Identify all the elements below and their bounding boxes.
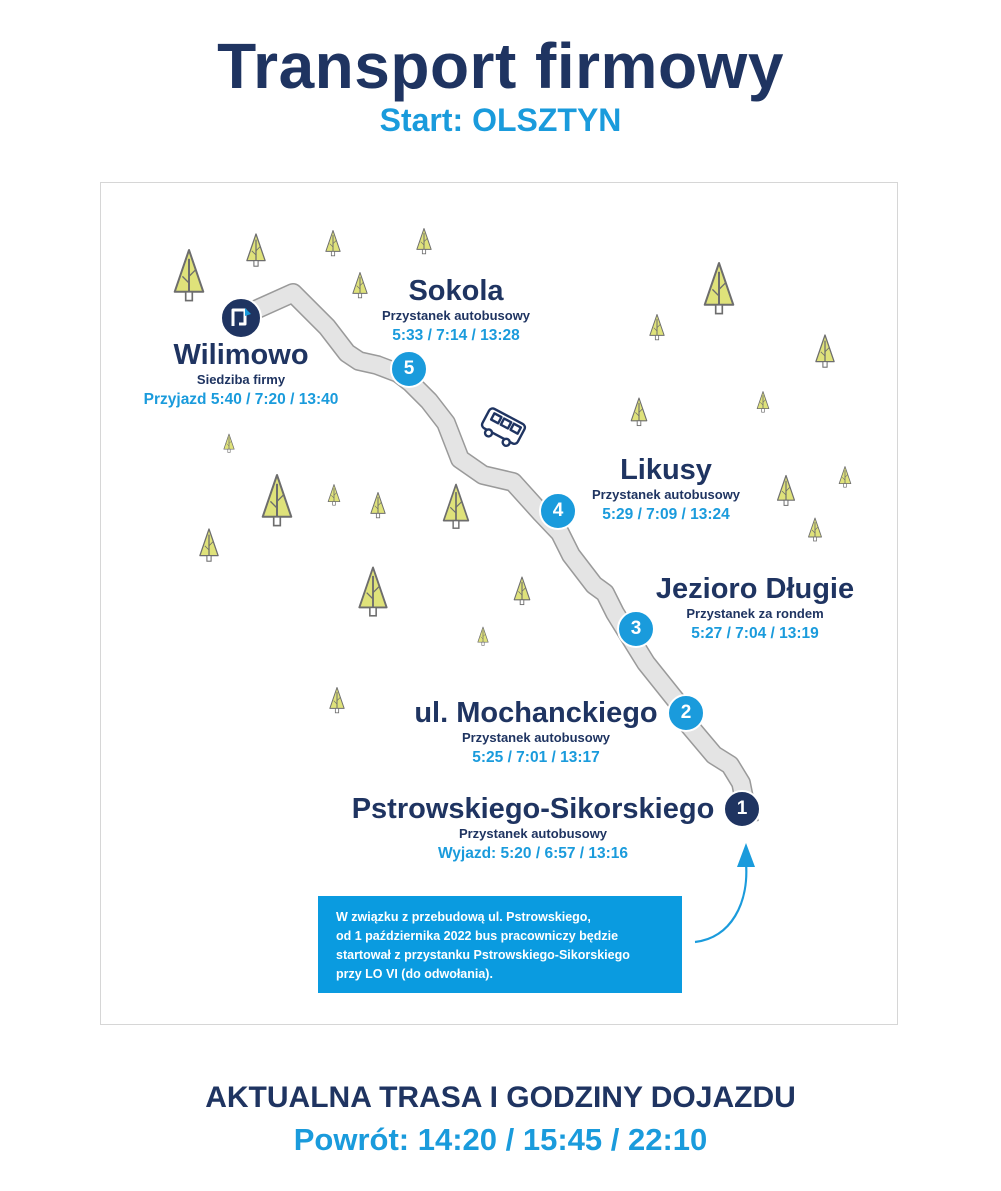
tree-icon (631, 398, 647, 426)
stop-pstrowskiego-sikorskiego (339, 793, 727, 865)
stop-name: Sokola (408, 275, 504, 307)
tree-icon (705, 263, 734, 314)
stop-sokola (341, 275, 571, 347)
stop-description: Przystanek autobusowy (458, 826, 608, 841)
bus-icon (478, 407, 526, 450)
route-map (100, 182, 898, 1025)
tree-icon (478, 627, 488, 645)
company-logo-icon (221, 298, 261, 338)
stop-description: Przystanek autobusowy (591, 487, 741, 502)
footer-title: AKTUALNA TRASA I GODZINY DOJAZDU (205, 1081, 796, 1114)
page-title: Transport firmowy (217, 30, 784, 102)
notice-line: od 1 października 2022 bus pracowniczy będzie (336, 929, 619, 943)
tree-icon (328, 485, 340, 506)
stop-1-marker[interactable]: 1 (723, 790, 761, 828)
stop-wilimowo (111, 339, 371, 411)
tree-icon (175, 250, 204, 301)
notice-line: przy LO VI (do odwołania). (336, 967, 493, 981)
tree-icon (444, 485, 469, 529)
tree-icon (263, 475, 292, 526)
stop-jezioro-dlugie (635, 573, 875, 645)
tree-icon (417, 229, 431, 254)
tree-icon (200, 529, 218, 561)
tree-icon (330, 688, 344, 713)
stop-name: Wilimowo (173, 339, 309, 371)
stop-2-marker[interactable]: 2 (667, 694, 705, 732)
notice-line: startował z przystanku Pstrowskiego-Sikorskiego (336, 948, 630, 962)
tree-icon (650, 315, 664, 340)
stop-description: Przystanek autobusowy (381, 308, 531, 323)
stop-name: ul. Mochanckiego (414, 697, 658, 729)
stop-4-marker[interactable]: 4 (539, 492, 577, 530)
stop-times: Przyjazd 5:40 / 7:20 / 13:40 (143, 391, 339, 408)
tree-icon (247, 234, 265, 266)
tree-icon (371, 493, 385, 518)
tree-icon (809, 518, 822, 541)
stop-description: Przystanek autobusowy (461, 730, 611, 745)
stop-name: Likusy (620, 454, 712, 486)
route-change-notice (318, 896, 682, 993)
stop-times: 5:25 / 7:01 / 13:17 (472, 749, 600, 766)
stop-times: 5:33 / 7:14 / 13:28 (392, 327, 520, 344)
tree-icon (778, 476, 795, 506)
stop-name: Jezioro Długie (655, 573, 855, 605)
stop-likusy (561, 454, 771, 526)
stop-times: 5:27 / 7:04 / 13:19 (691, 625, 819, 642)
return-times: Powrót: 14:20 / 15:45 / 22:10 (293, 1122, 708, 1157)
stop-mochanckiego (401, 697, 671, 769)
tree-icon (224, 434, 234, 452)
tree-icon (326, 231, 340, 256)
stop-description: Siedziba firmy (196, 372, 286, 387)
stop-5-marker[interactable]: 5 (390, 350, 428, 388)
stop-description: Przystanek za rondem (686, 606, 824, 621)
stop-name: Pstrowskiego-Sikorskiego (351, 793, 715, 825)
notice-line: W związku z przebudową ul. Pstrowskiego, (336, 910, 591, 924)
tree-icon (839, 467, 851, 488)
stop-times: Wyjazd: 5:20 / 6:57 / 13:16 (437, 845, 629, 862)
stop-times: 5:29 / 7:09 / 13:24 (602, 506, 730, 523)
tree-icon (359, 568, 386, 616)
tree-icon (757, 392, 769, 413)
page-subtitle: Start: OLSZTYN (379, 102, 622, 138)
tree-icon (514, 577, 530, 605)
tree-icon (816, 335, 834, 367)
stop-3-marker[interactable]: 3 (617, 610, 655, 648)
